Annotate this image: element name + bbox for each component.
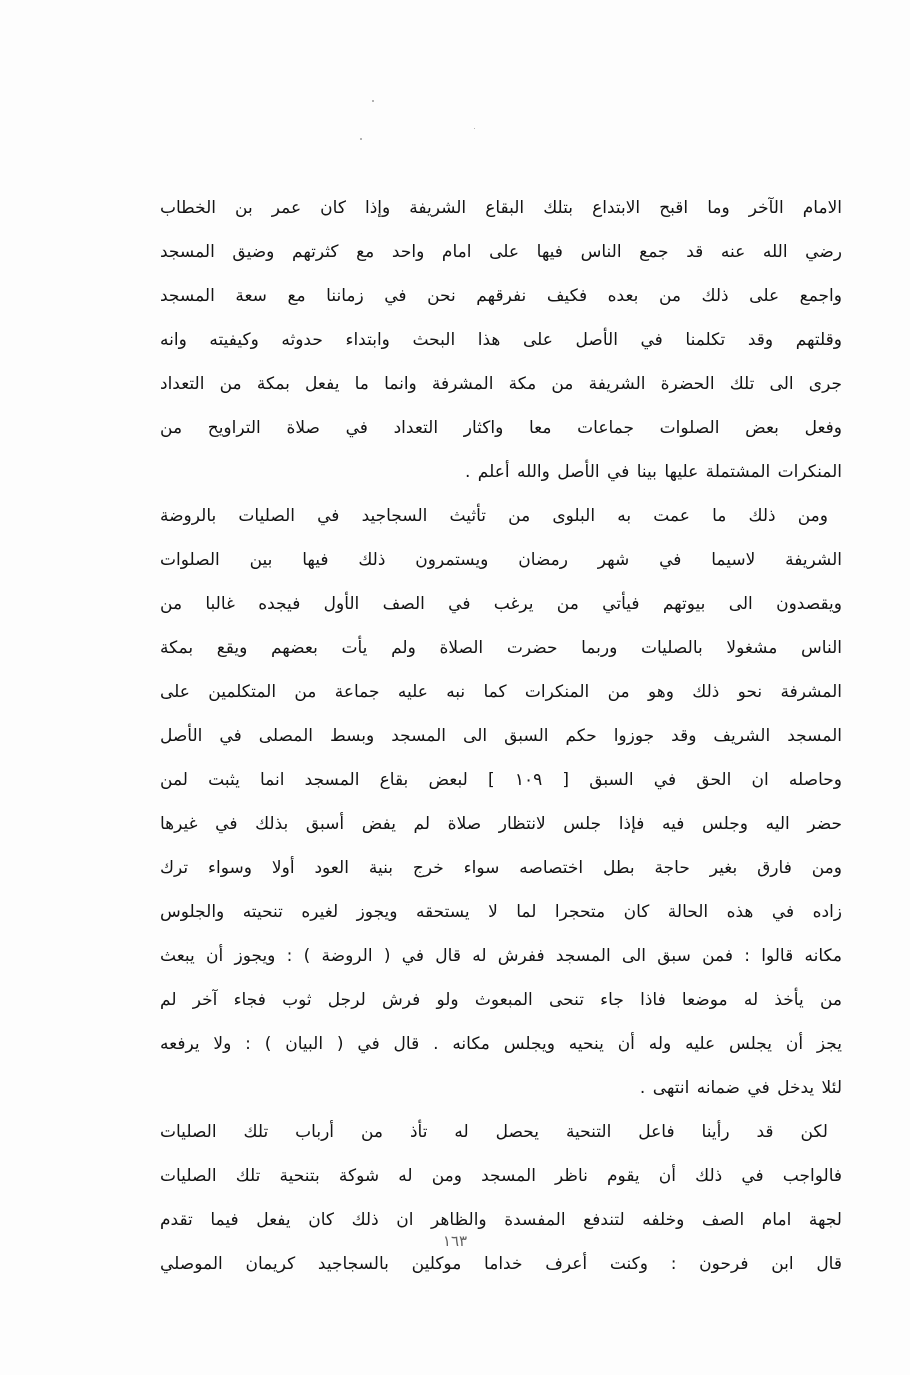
text-line: وحاصله ان الحق في السبق [ ١٠٩ ] لبعض بقاع المسجد انما يثبت لمن: [160, 770, 842, 790]
text-line: المنكرات المشتملة عليها بينا في الأصل والله أعلم .: [464, 462, 842, 482]
scan-speck: [372, 100, 374, 102]
text-line: واجمع على ذلك من بعده فكيف نفرقهم نحن في زماننا مع سعة المسجد: [160, 286, 842, 306]
text-line: الامام الآخر وما اقبح الابتداع بتلك البقاع الشريفة وإذا كان عمر بن الخطاب: [160, 198, 842, 218]
text-line: الشريفة لاسيما في شهر رمضان ويستمرون ذلك فيها بين الصلوات: [160, 550, 842, 570]
text-line: يجز أن يجلس عليه وله أن ينحيه ويجلس مكانه . قال في ( البيان ) : ولا يرفعه: [160, 1034, 842, 1054]
body-text: [160, 186, 842, 1286]
text-line: لجهة امام الصف وخلفه لتندفع المفسدة والظاهر ان ذلك كان يفعل فيما تقدم: [160, 1210, 842, 1230]
text-line: قال ابن فرحون : وكنت أعرف خداما موكلين بالسجاجيد كريمان الموصلي: [160, 1254, 842, 1274]
text-line: جرى الى تلك الحضرة الشريفة من مكة المشرفة وانما ما يفعل بمكة من التعداد: [160, 374, 842, 394]
page-number: ١٦٣: [442, 1232, 468, 1250]
scan-speck: [474, 128, 475, 129]
paragraph-3: [160, 1110, 842, 1286]
text-line: ويقصدون الى بيوتهم فيأتي من يرغب في الصف الأول فيجده غالبا من: [160, 594, 842, 614]
text-line: ومن ذلك ما عمت به البلوى من تأثيث السجاجيد في الصليات بالروضة: [160, 506, 828, 526]
text-line: لئلا يدخل في ضمانه انتهى .: [639, 1078, 842, 1098]
text-line: زاده في هذه الحالة كان متحجرا لما لا يستحقه ويجوز لغيره تنحيته والجلوس: [160, 902, 842, 922]
paragraph-2: [160, 494, 842, 1110]
text-line: المشرفة نحو ذلك وهو من المنكرات كما نبه عليه جماعة من المتكلمين على: [160, 682, 842, 702]
text-line: حضر اليه وجلس فيه فإذا جلس لانتظار صلاة لم يفض أسبق بذلك في غيرها: [160, 814, 842, 834]
text-line: المسجد الشريف وقد جوزوا حكم السبق الى المسجد وبسط المصلى في الأصل: [160, 726, 842, 746]
text-line: وقلتهم وقد تكلمنا في الأصل على هذا البحث وابتداء حدوثه وكيفيته وانه: [160, 330, 842, 350]
text-line: لكن قد رأينا فاعل التنحية يحصل له تأذ من أرباب تلك الصليات: [160, 1122, 828, 1142]
paragraph-1: [160, 186, 842, 494]
text-line: الناس مشغولا بالصليات وربما حضرت الصلاة ولم يأت بعضهم ويقع بمكة: [160, 638, 842, 658]
text-line: مكانه قالوا : فمن سبق الى المسجد ففرش له قال في ( الروضة ) : ويجوز أن يبعث: [160, 946, 842, 966]
text-line: وفعل بعض الصلوات جماعات معا واكثار التعداد في صلاة التراويح من: [160, 418, 842, 438]
text-line: ومن فارق بغير حاجة بطل اختصاصه سواء خرج بنية العود أولا وسواء ترك: [160, 858, 842, 878]
text-line: فالواجب في ذلك أن يقوم ناظر المسجد ومن له شوكة بتنحية تلك الصليات: [160, 1166, 842, 1186]
scan-speck: [360, 138, 362, 140]
text-line: رضي الله عنه قد جمع الناس فيها على امام واحد مع كثرتهم وضيق المسجد: [160, 242, 842, 262]
text-line: من يأخذ له موضعا فاذا جاء تنحى المبعوث ولو فرش لرجل ثوب فجاء آخر لم: [160, 990, 842, 1010]
